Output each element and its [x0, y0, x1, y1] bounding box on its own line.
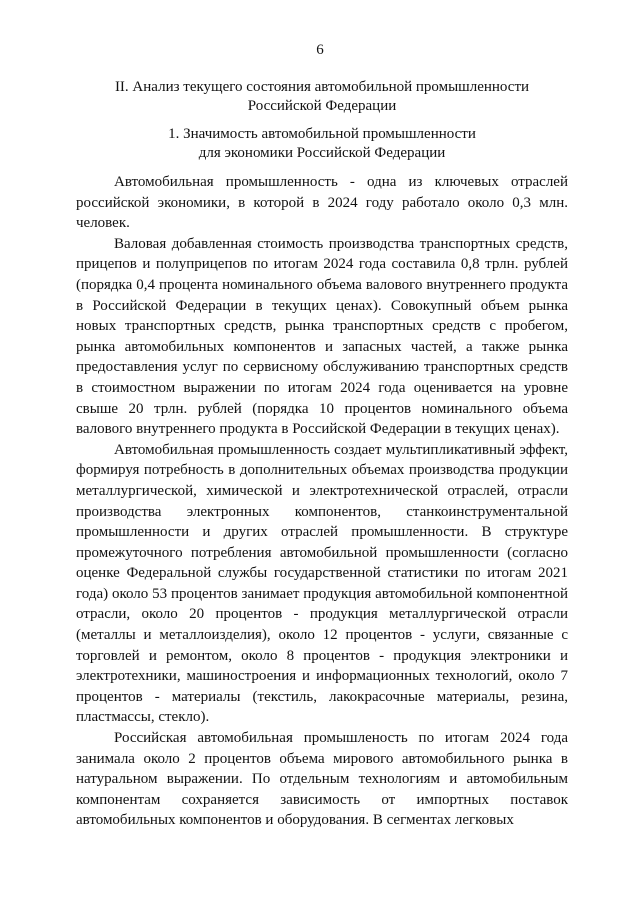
subsection-title-line-1: 1. Значимость автомобильной промышленности: [168, 126, 476, 142]
subsection-title: [76, 125, 568, 163]
paragraph: Российская автомобильная промышленость по итогам 2024 года занимала около 2 процентов объема мирового автомобильного рынка в натуральном выражении. По отдельным технологиям и автомобильным компонентам сохраняется зависимость от импортных поставок автомобильных компонентов и оборудования. В сегментах легковых: [76, 730, 568, 829]
subsection-title-line-2: для экономики Российской Федерации: [198, 145, 446, 161]
section-title-line-1: II. Анализ текущего состояния автомобильной промышленности: [114, 79, 530, 95]
paragraph: Автомобильная промышленность создает мультипликативный эффект, формируя потребность в дополнительных объемах производства продукции металлургической, химической и электротехнической отраслей, отрасли производства электронных компонентов, станкоинструментальной промышленности и других отраслей промышленности. В структуре промежуточного потребления автомобильной промышленности (согласно оценке Федеральной службы государственной статистики по итогам 2021 года) около 53 процентов занимает продукция автомобильной компонентной отрасли, около 20 процентов - продукция металлургической отрасли (металлы и металлоизделия), около 12 процентов - услуги, связанные с торговлей и ремонтом, около 8 процентов - продукция электроники и электротехники, машиностроения и информационных технологий, около 7 процентов - материалы (текстиль, лакокрасочные материалы, резина, пластмассы, стекло).: [76, 441, 568, 726]
section-title-line-2: Российской Федерации: [247, 98, 397, 114]
page-number: 6: [316, 42, 324, 58]
body-text: [76, 172, 568, 831]
section-title: [76, 78, 568, 116]
paragraph: Автомобильная промышленность - одна из ключевых отраслей российской экономики, в которой в 2024 году работало около 0,3 млн. человек.: [76, 174, 568, 232]
paragraph: Валовая добавленная стоимость производства транспортных средств, прицепов и полуприцепов по итогам 2024 года составила 0,8 трлн. рублей (порядка 0,4 процента номинального объема валового внутреннего продукта в Российской Федерации в текущих ценах). Совокупный объем рынка новых транспортных средств, рынка транспортных средств с пробегом, рынка автомобильных компонентов и запасных частей, а также рынка предоставления услуг по сервисному обслуживанию транспортных средств в стоимостном выражении по итогам 2024 года оценивается на уровне свыше 20 трлн. рублей (порядка 10 процентов номинального объема валового внутреннего продукта в Российской Федерации в текущих ценах).: [76, 235, 568, 438]
